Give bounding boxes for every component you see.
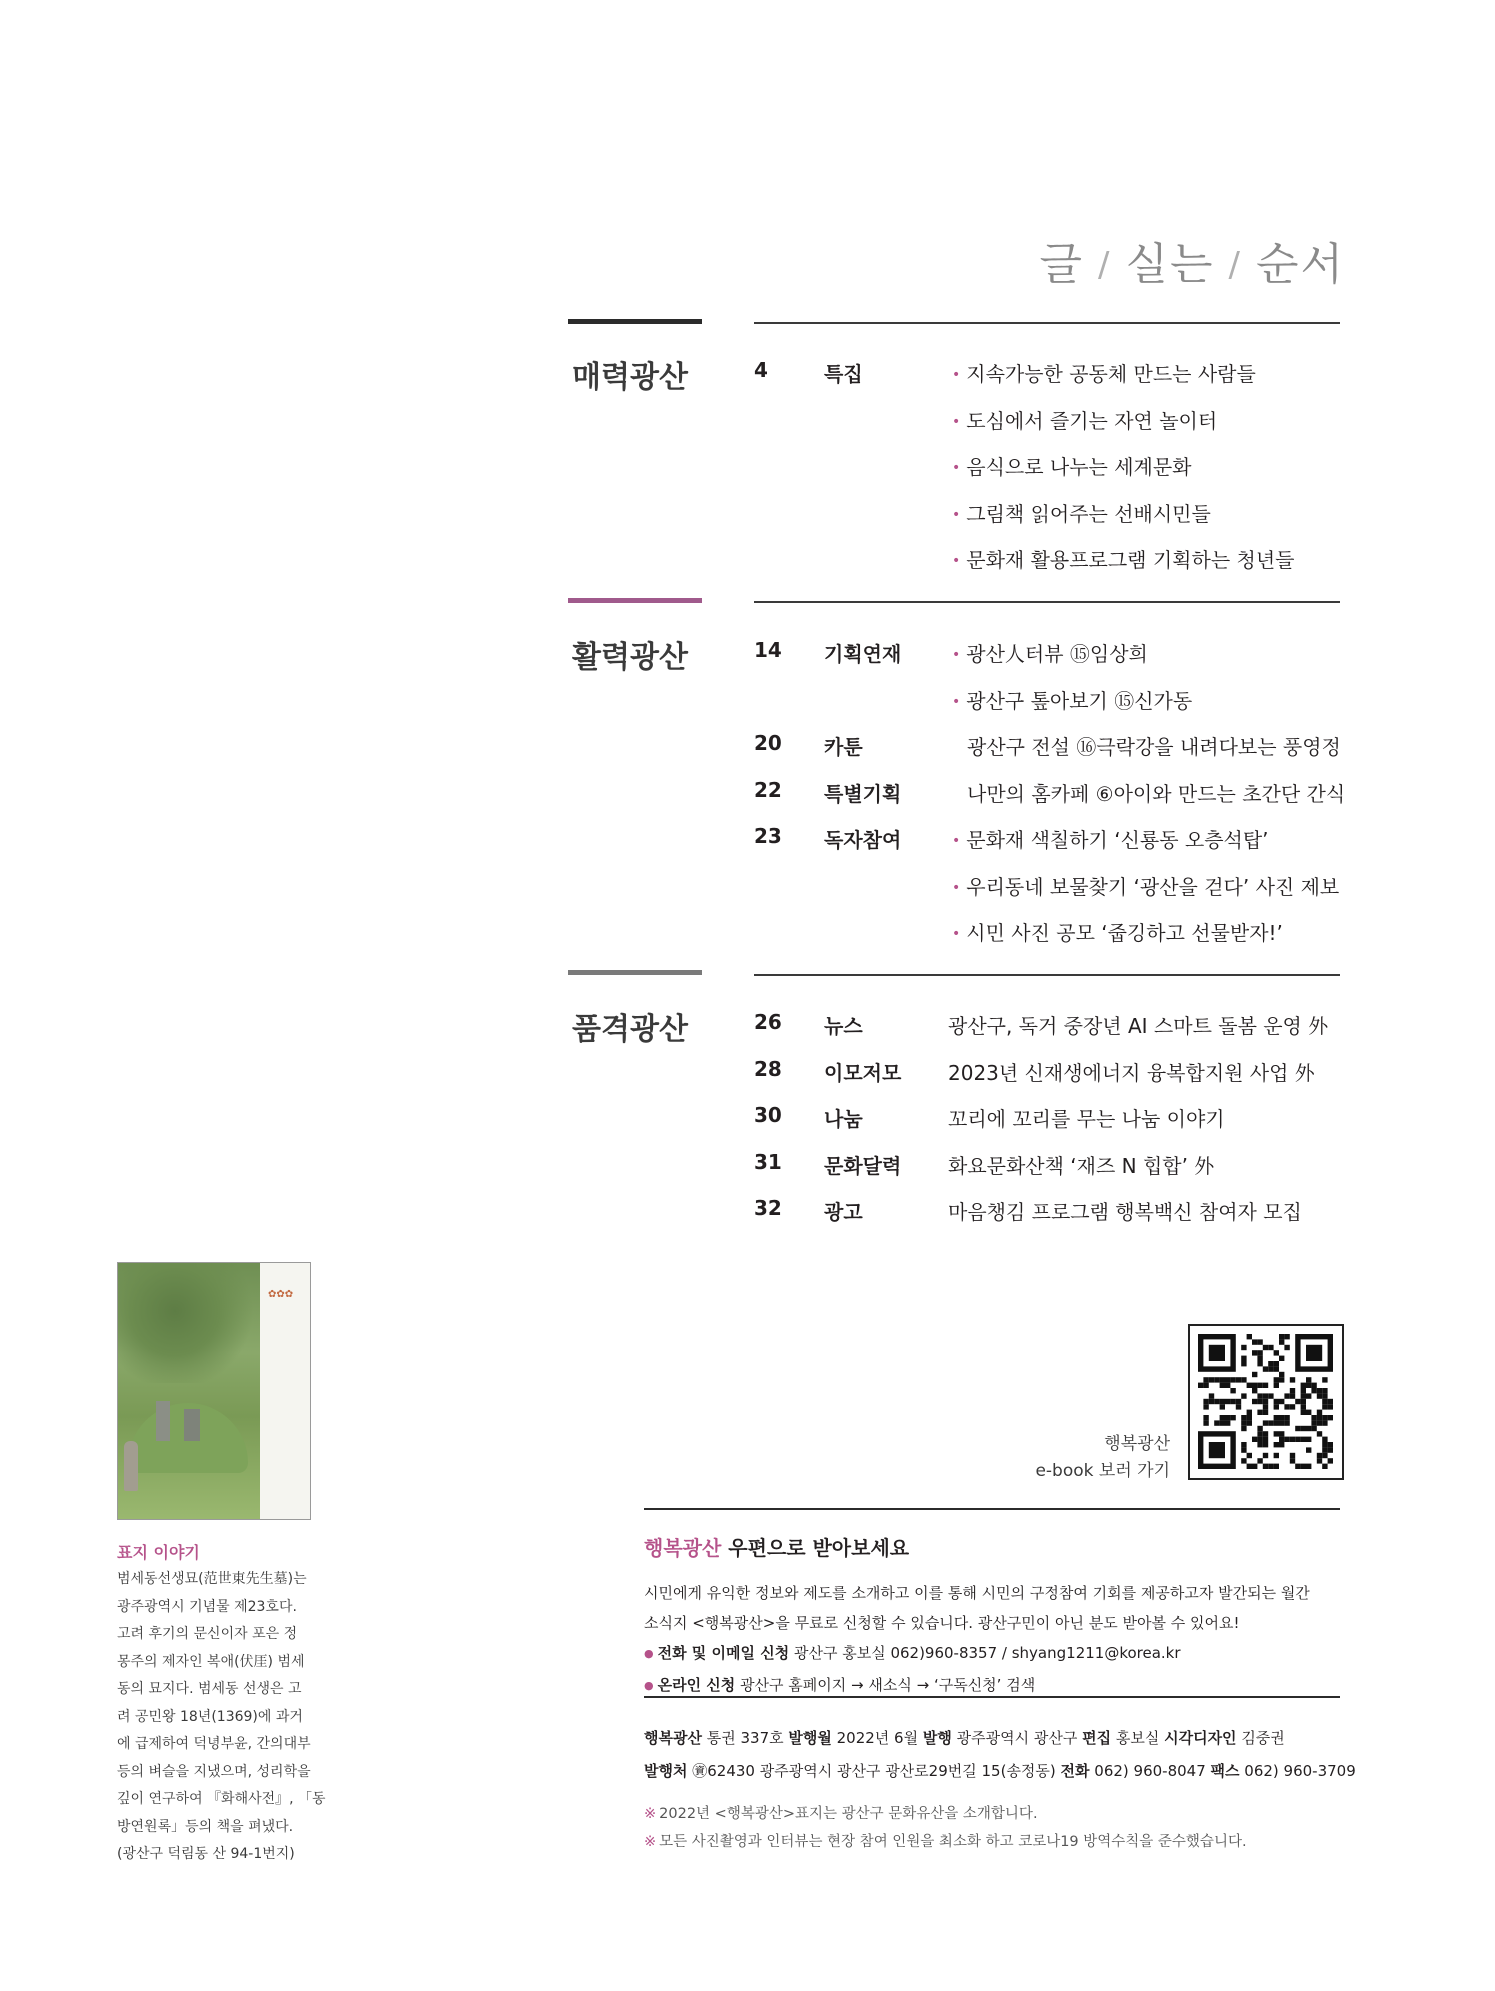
note-line: ※ 모든 사진촬영과 인터뷰는 현장 참여 인원을 최소화 하고 코로나19 방역수칙을 준수했습니다.	[644, 1834, 1247, 1850]
publication-info: 행복광산 통권 337호 발행월 2022년 6월 발행 광주광역시 광산구 편집 홍보실 시각디자인 김중권 발행처 ㊮62430 광주광역시 광산구 광산로29번길 15(송정동) 전화 062) 960-8047 팩스 062) 960-3709	[644, 1729, 1356, 1780]
subscribe-title: 행복광산 우편으로 받아보세요	[644, 1536, 910, 1560]
category: 특별기획	[824, 781, 902, 806]
caption-line: 깊이 연구하여 『화해사전』, 「동	[117, 1791, 326, 1807]
article-title: 화요문화산책 ‘재즈 N 힙합’ 外	[948, 1153, 1215, 1178]
caption-line: 방연원록」등의 책을 펴냈다.	[117, 1818, 294, 1835]
subscribe-body	[644, 1578, 1344, 1702]
article-title: • 문화재 색칠하기 ‘신룡동 오층석탑’	[952, 828, 1269, 852]
title-part-1: 글	[1039, 239, 1085, 290]
bullet-icon: •	[952, 833, 961, 849]
caption-line: 몽주의 제자인 복애(伏厓) 범세	[117, 1653, 305, 1670]
category: 카툰	[824, 735, 863, 759]
article-title: 2023년 신재생에너지 융복합지원 사업 外	[948, 1060, 1315, 1085]
online-apply: ● 온라인 신청 광산구 홈페이지 → 새소식 → ‘구독신청’ 검색	[644, 1676, 1036, 1694]
article-title: • 우리동네 보물찾기 ‘광산을 걷다’ 사진 제보	[952, 874, 1340, 899]
section-bar	[568, 598, 702, 603]
phone-email-apply: ● 전화 및 이메일 신청 광산구 홍보실 062)960-8357 / shyang1211@korea.kr	[644, 1644, 1181, 1662]
caption-line: 려 공민왕 18년(1369)에 과거	[117, 1708, 303, 1725]
ebook-label[interactable]	[1035, 1431, 1170, 1485]
ebook-line-2: e-book 보러 가기	[1035, 1461, 1170, 1481]
article-title: • 광산구 톺아보기 ⑮신가동	[952, 688, 1193, 713]
category: 광고	[824, 1200, 863, 1224]
article-title: 꼬리에 꼬리를 무는 나눔 이야기	[948, 1107, 1225, 1131]
page-number: 23	[754, 824, 782, 848]
bullet-icon: •	[952, 413, 961, 430]
section-bar	[568, 319, 702, 324]
note-line: ※ 2022년 <행복광산>표지는 광산구 문화유산을 소개합니다.	[644, 1806, 1038, 1822]
article-title: 마음챙김 프로그램 행복백신 참여자 모집	[948, 1200, 1302, 1224]
cover-image	[117, 1262, 311, 1520]
page-number: 32	[754, 1196, 782, 1220]
subscribe-text: 소식지 <행복광산>을 무료로 신청할 수 있습니다. 광산구민이 아닌 분도 받아볼 수 있어요!	[644, 1614, 1240, 1632]
category: 특집	[824, 362, 863, 386]
category: 기획연재	[824, 642, 902, 666]
title-separator: /	[1098, 245, 1112, 285]
caption-line: 범세동선생묘(范世東先生墓)는	[117, 1571, 307, 1587]
article-title: • 지속가능한 공동체 만드는 사람들	[952, 362, 1256, 386]
article-title: • 음식으로 나누는 세계문화	[952, 455, 1192, 479]
page-title	[1040, 228, 1345, 292]
page-number: 26	[754, 1010, 782, 1034]
article-title: 광산구, 독거 중장년 AI 스마트 돌봄 운영 外	[948, 1014, 1329, 1038]
article-title: 광산구 전설 ⑯극락강을 내려다보는 풍영정	[967, 735, 1341, 759]
article-title: • 도심에서 즐기는 자연 놀이터	[952, 408, 1218, 433]
caption-line: 광주광역시 기념물 제23호다.	[117, 1598, 297, 1615]
bullet-icon: •	[952, 879, 961, 896]
article-title: • 문화재 활용프로그램 기획하는 청년들	[952, 548, 1295, 572]
section-rule	[754, 322, 1340, 324]
section-rule	[754, 974, 1340, 976]
cover-caption	[117, 1566, 326, 1869]
title-separator: /	[1228, 245, 1242, 285]
section-title: 활력광산	[572, 640, 688, 675]
article-title: • 광산人터뷰 ⑮임상희	[952, 642, 1148, 666]
article-title: • 그림책 읽어주는 선배시민들	[952, 501, 1211, 526]
notes	[644, 1800, 1247, 1856]
caption-line: (광산구 덕림동 산 94-1번지)	[117, 1846, 295, 1862]
bullet-icon: •	[952, 553, 961, 569]
cover-logo: ✿✿✿	[268, 1289, 294, 1300]
bullet-icon: •	[952, 693, 961, 710]
bullet-icon: •	[952, 460, 961, 476]
ebook-line-1: 행복광산	[1104, 1434, 1170, 1454]
page-number: 14	[754, 638, 782, 662]
page-number: 31	[754, 1149, 782, 1174]
title-part-3: 순서	[1255, 239, 1345, 290]
caption-line: 등의 벼슬을 지냈으며, 성리학을	[117, 1763, 311, 1780]
section-title: 품격광산	[572, 1012, 688, 1047]
category: 뉴스	[824, 1014, 863, 1038]
category: 문화달력	[824, 1153, 902, 1178]
qr-code[interactable]	[1188, 1324, 1344, 1480]
category: 이모저모	[824, 1060, 902, 1085]
page-number: 30	[754, 1103, 782, 1127]
bullet-icon: •	[952, 506, 961, 523]
article-title: • 시민 사진 공모 ‘줍깅하고 선물받자!’	[952, 921, 1283, 945]
category: 독자참여	[824, 828, 902, 852]
divider	[644, 1508, 1340, 1510]
title-part-2: 실는	[1125, 239, 1215, 290]
article-title: 나만의 홈카페 ⑥아이와 만드는 초간단 간식	[967, 781, 1346, 806]
bullet-icon: •	[952, 367, 961, 383]
page-number: 22	[754, 777, 782, 802]
divider	[644, 1696, 1340, 1698]
cover-caption-title: 표지 이야기	[117, 1543, 200, 1562]
page-number: 4	[754, 358, 768, 382]
section-bar	[568, 970, 702, 975]
subscribe-text: 시민에게 유익한 정보와 제도를 소개하고 이를 통해 시민의 구정참여 기회를 제공하고자 발간되는 월간	[644, 1584, 1310, 1602]
caption-line: 고려 후기의 문신이자 포은 정	[117, 1626, 298, 1642]
page-number: 20	[754, 731, 782, 755]
section-rule	[754, 601, 1340, 603]
bullet-icon: •	[952, 647, 961, 663]
section-title: 매력광산	[572, 360, 688, 395]
caption-line: 동의 묘지다. 범세동 선생은 고	[117, 1681, 302, 1697]
category: 나눔	[824, 1107, 863, 1131]
qr-code-icon	[1190, 1326, 1342, 1478]
caption-line: 에 급제하여 덕녕부윤, 간의대부	[117, 1736, 311, 1752]
page-number: 28	[754, 1056, 782, 1081]
bullet-icon: •	[952, 926, 961, 942]
